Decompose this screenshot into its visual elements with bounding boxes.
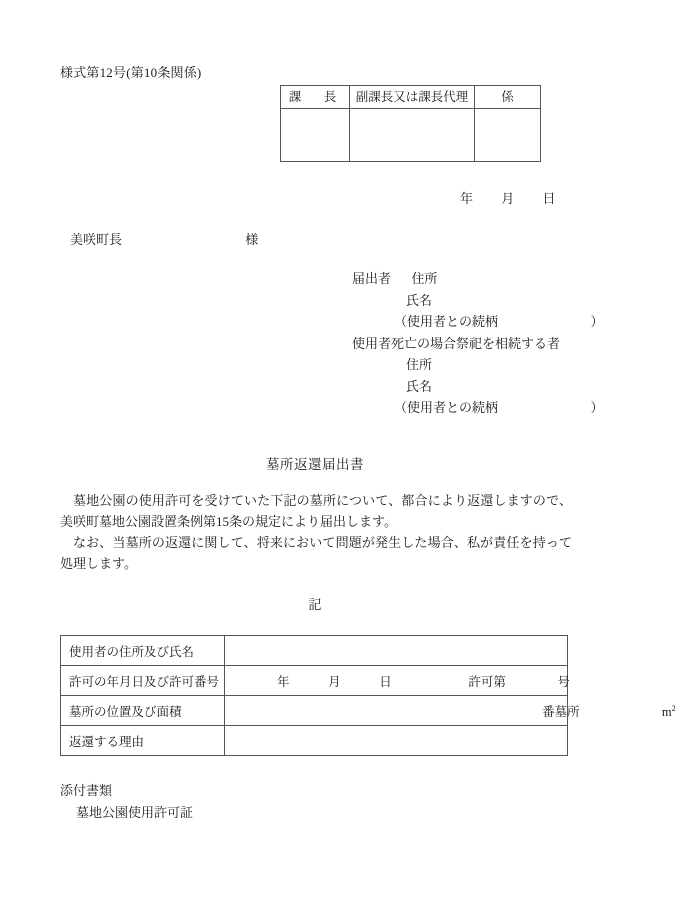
attachments-section [60, 780, 193, 824]
submitter-relation-row [352, 311, 604, 333]
ki-marker: 記 [308, 597, 322, 612]
document-title: 墓所返還届出書 [266, 457, 364, 472]
submitter-name-row [352, 290, 604, 312]
permit-date-fields [225, 672, 571, 690]
heir-name-row [352, 376, 604, 398]
stamp-cell-deputy-chief[interactable] [350, 109, 475, 162]
form-number: 様式第12号(第10条関係) [60, 65, 202, 80]
stamp-header-deputy-chief: 副課長又は課長代理 [350, 86, 475, 109]
stamp-header-clerk: 係 [475, 86, 541, 109]
stamp-cell-section-chief[interactable] [281, 109, 350, 162]
row-label-return-reason: 返還する理由 [61, 726, 225, 756]
table-row [61, 666, 568, 696]
submitter-relation-open: （使用者との続柄 [394, 314, 499, 329]
submitter-address-row [352, 268, 604, 290]
row-label-plot-location-area: 墓所の位置及び面積 [61, 696, 225, 726]
date-year-label: 年 [460, 191, 474, 206]
date-month-label: 月 [501, 191, 515, 206]
submitter-block [352, 268, 604, 419]
plot-area-fields [225, 702, 676, 720]
row-value-permit-date-number[interactable] [225, 666, 571, 696]
heir-heading: 使用者死亡の場合祭祀を相続する者 [352, 335, 561, 351]
row-value-return-reason[interactable] [225, 726, 568, 756]
area-unit-label: $m^2$ [661, 703, 676, 719]
stamp-body-row [281, 109, 541, 162]
addressee-honorific: 様 [245, 232, 259, 247]
heir-relation-open: （使用者との続柄 [394, 400, 499, 415]
submitter-label: 届出者 [352, 271, 392, 286]
detail-table [60, 635, 676, 756]
heir-address-label: 住所 [406, 357, 433, 372]
permit-month-label: 月 [328, 674, 341, 689]
heir-address-row [352, 354, 604, 376]
submitter-relation-close: ） [590, 314, 604, 329]
permit-number-label: 許可第 [468, 674, 506, 689]
addressee-line [70, 229, 258, 248]
attachment-item: 墓地公園使用許可証 [76, 805, 194, 820]
permit-number-unit: 号 [557, 674, 571, 689]
date-day-label: 日 [542, 191, 556, 206]
heir-relation-row [352, 397, 604, 419]
heir-heading-row [352, 333, 604, 355]
addressee-name: 美咲町長 [70, 232, 123, 247]
body-paragraph-2: なお、当墓所の返還に関して、将来において問題が発生した場合、私が責任を持って処理します。 [60, 535, 572, 571]
body-paragraph-1: 墓地公園の使用許可を受けていた下記の墓所について、都合により返還しますので、美咲町墓地公園設置条例第15条の規定により届出します。 [60, 493, 572, 529]
approval-stamp-table [280, 85, 541, 162]
submitter-name-label: 氏名 [406, 292, 433, 308]
row-value-user-address-name[interactable] [225, 636, 568, 666]
heir-name-label: 氏名 [406, 378, 433, 394]
plot-number-label: 番墓所 [542, 704, 580, 719]
row-value-plot-location-area[interactable] [225, 696, 676, 726]
row-label-permit-date-number: 許可の年月日及び許可番号 [61, 666, 225, 696]
stamp-header-section-chief: 課 長 [281, 86, 350, 109]
table-row [61, 726, 568, 756]
submitter-address-label: 住所 [411, 271, 438, 286]
permit-year-label: 年 [277, 674, 290, 689]
attachments-heading: 添付書類 [60, 783, 113, 798]
heir-relation-close: ） [590, 400, 604, 415]
date-line [460, 188, 556, 207]
stamp-header-row [281, 86, 541, 109]
body-text [60, 490, 572, 574]
row-label-user-address-name: 使用者の住所及び氏名 [61, 636, 225, 666]
permit-day-label: 日 [379, 674, 392, 689]
stamp-cell-clerk[interactable] [475, 109, 541, 162]
table-row [61, 636, 568, 666]
table-row [61, 696, 568, 726]
